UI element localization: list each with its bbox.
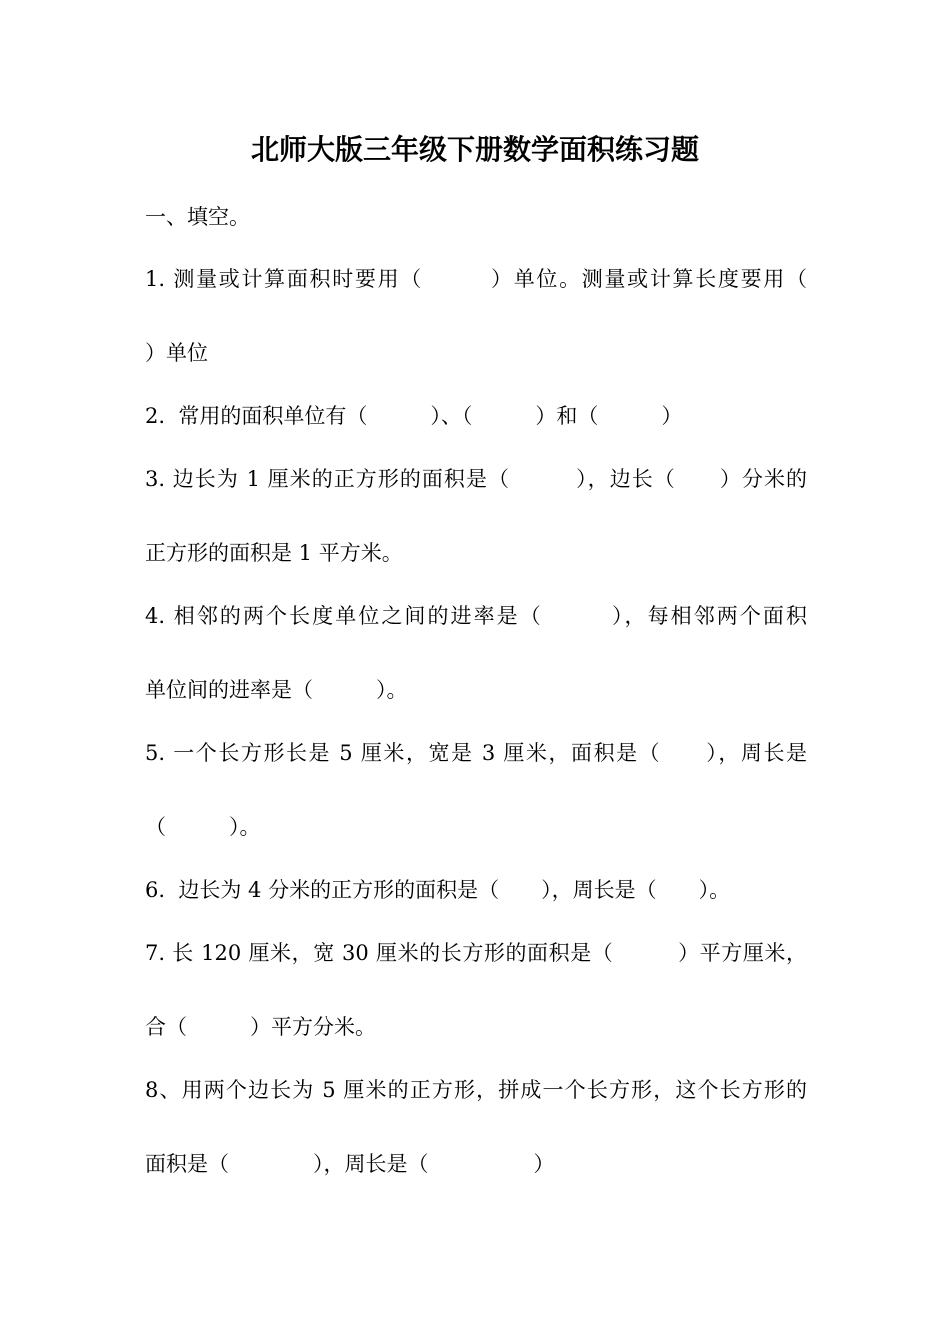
question-8-line-2: 面积是（ ），周长是（ ） [145, 1152, 555, 1176]
question-8-line-1: 8、用两个边长为 5 厘米的正方形，拼成一个长方形，这个长方形的 [145, 1078, 807, 1102]
document-title: 北师大版三年级下册数学面积练习题 [250, 133, 699, 166]
question-3-line-2: 正方形的面积是 1 平方米。 [145, 541, 403, 565]
question-5-line-1: 5. 一个长方形长是 5 厘米，宽是 3 厘米，面积是（ ），周长是 [145, 741, 807, 765]
section-heading-fill-blank: 一、填空。 [145, 205, 250, 229]
question-6: 6. 边长为 4 分米的正方形的面积是（ ），周长是（ ）。 [145, 878, 731, 902]
question-1-line-1: 1. 测量或计算面积时要用（ ）单位。测量或计算长度要用（ [145, 267, 807, 291]
question-7-line-2: 合（ ）平方分米。 [145, 1015, 376, 1039]
question-4-line-1: 4. 相邻的两个长度单位之间的进率是（ ），每相邻两个面积 [145, 604, 807, 628]
question-2: 2. 常用的面积单位有（ ）、（ ）和（ ） [145, 404, 683, 428]
question-7-line-1: 7. 长 120 厘米，宽 30 厘米的长方形的面积是（ ）平方厘米， [145, 941, 807, 965]
question-5-line-2: （ ）。 [145, 815, 261, 839]
question-1-line-2: ）单位 [145, 341, 208, 365]
question-3-line-1: 3. 边长为 1 厘米的正方形的面积是（ ），边长（ ）分米的 [145, 467, 807, 491]
question-4-line-2: 单位间的进率是（ ）。 [145, 678, 408, 702]
